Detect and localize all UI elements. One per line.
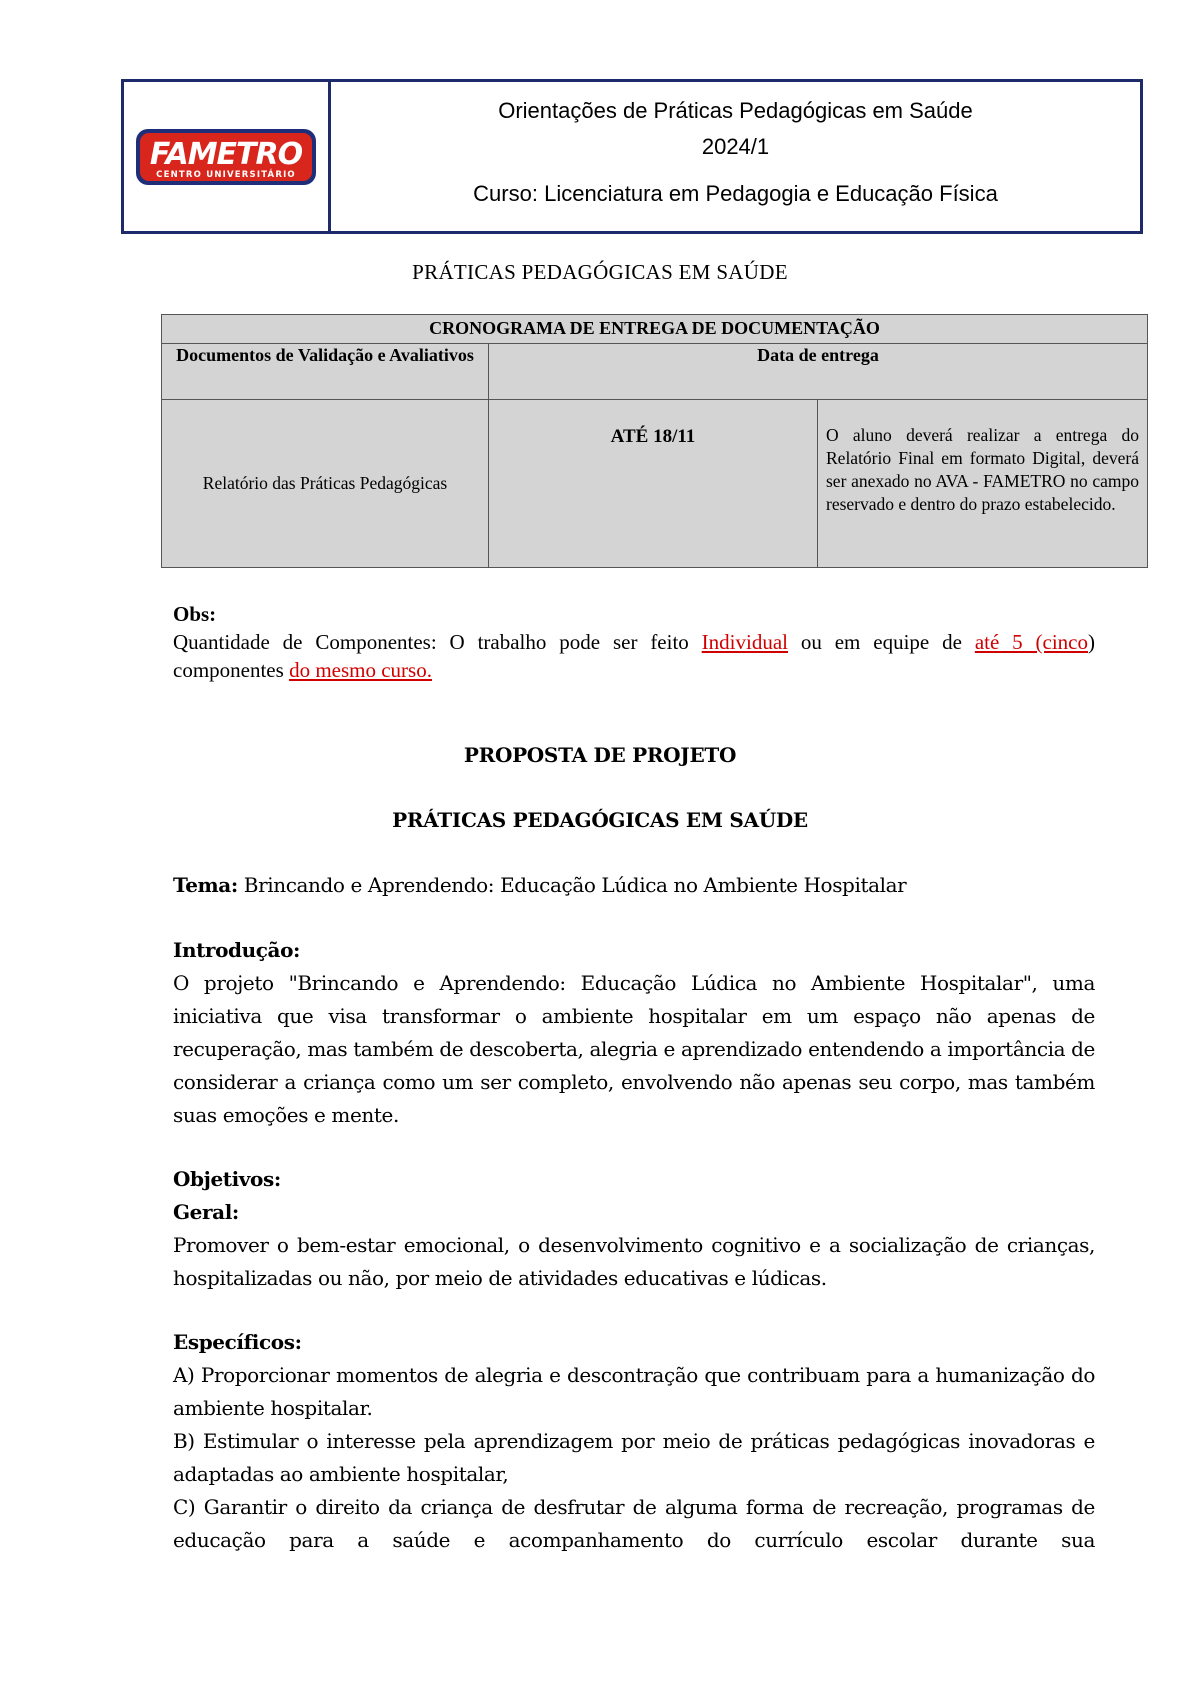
general-objective-text: Promover o bem-estar emocional, o desenvolvimento cognitivo e a socialização de crianças, hospitalizadas ou não, por meio de atividades educativas e lúdicas. [173, 1233, 1095, 1290]
document-name-cell: Relatório das Práticas Pedagógicas [162, 400, 489, 568]
svg-text:CENTRO UNIVERSITÁRIO: CENTRO UNIVERSITÁRIO [156, 169, 296, 180]
document-header [121, 79, 1143, 234]
header-period: 2024/1 [701, 134, 770, 159]
svg-text:FAMETRO: FAMETRO [149, 136, 303, 172]
delivery-note-cell: O aluno deverá realizar a entrega do Relatório Final em formato Digital, deverá ser anexado no AVA - FAMETRO no campo reservado e dentro do prazo estabelecido. [818, 400, 1148, 568]
observation-label: Obs: [173, 602, 217, 626]
theme-label: Tema: [173, 873, 238, 897]
introduction-section [173, 934, 1095, 1132]
column-header-documents: Documentos de Validação e Avaliativos [162, 344, 489, 400]
theme-text: Brincando e Aprendendo: Educação Lúdica no Ambiente Hospitalar [237, 873, 907, 897]
table-row [162, 400, 1148, 568]
fametro-logo-icon [135, 127, 317, 187]
schedule-table-title: CRONOGRAMA DE ENTREGA DE DOCUMENTAÇÃO [162, 315, 1148, 344]
introduction-text: O projeto "Brincando e Aprendendo: Educação Lúdica no Ambiente Hospitalar", uma iniciativa que visa transformar o ambiente hospitalar em um espaço não apenas de recuperação, mas também de descoberta, alegria e aprendizado entendendo a importância de considerar a criança como um ser completo, envolvendo não apenas seu corpo, mas também suas emoções e mente. [173, 971, 1095, 1127]
delivery-date-cell: ATÉ 18/11 [489, 400, 818, 568]
header-course: Curso: Licenciatura em Pedagogia e Educação Física [473, 181, 998, 206]
introduction-label: Introdução: [173, 938, 300, 962]
highlight-same-course: do mesmo curso. [289, 658, 432, 682]
column-header-date: Data de entrega [489, 344, 1148, 400]
schedule-table [161, 314, 1148, 568]
specific-objective-b: B) Estimular o interesse pela aprendizagem por meio de práticas pedagógicas inovadoras e adaptadas ao ambiente hospitalar, [173, 1429, 1095, 1486]
fametro-logo [124, 82, 331, 231]
proposal-title: PROPOSTA DE PROJETO [463, 743, 737, 767]
specific-objectives-label: Específicos: [173, 1330, 302, 1354]
observation-block [173, 600, 1095, 684]
specific-objective-a: A) Proporcionar momentos de alegria e descontração que contribuam para a humanização do ambiente hospitalar. [173, 1363, 1095, 1420]
header-text [331, 82, 1140, 231]
general-objective-label: Geral: [173, 1200, 239, 1224]
highlight-individual: Individual [701, 630, 788, 654]
highlight-team-size: até 5 (cinco [974, 630, 1088, 654]
observation-text: Quantidade de Componentes: O trabalho pode ser feito Individual ou em equipe de até 5 (cinco) componentes do mesmo curso. [173, 630, 1095, 682]
specific-objectives-section [173, 1326, 1095, 1557]
page-title: PRÁTICAS PEDAGÓGICAS EM SAÚDE [412, 260, 788, 284]
header-title: Orientações de Práticas Pedagógicas em Saúde [498, 98, 973, 123]
proposal-subtitle: PRÁTICAS PEDAGÓGICAS EM SAÚDE [392, 808, 808, 832]
objectives-section [173, 1163, 1095, 1295]
objectives-label: Objetivos: [173, 1167, 281, 1191]
theme-line [173, 869, 1095, 902]
specific-objective-c: C) Garantir o direito da criança de desfrutar de alguma forma de recreação, programas de educação para a saúde e acompanhamento do currículo escolar durante sua [173, 1495, 1095, 1552]
